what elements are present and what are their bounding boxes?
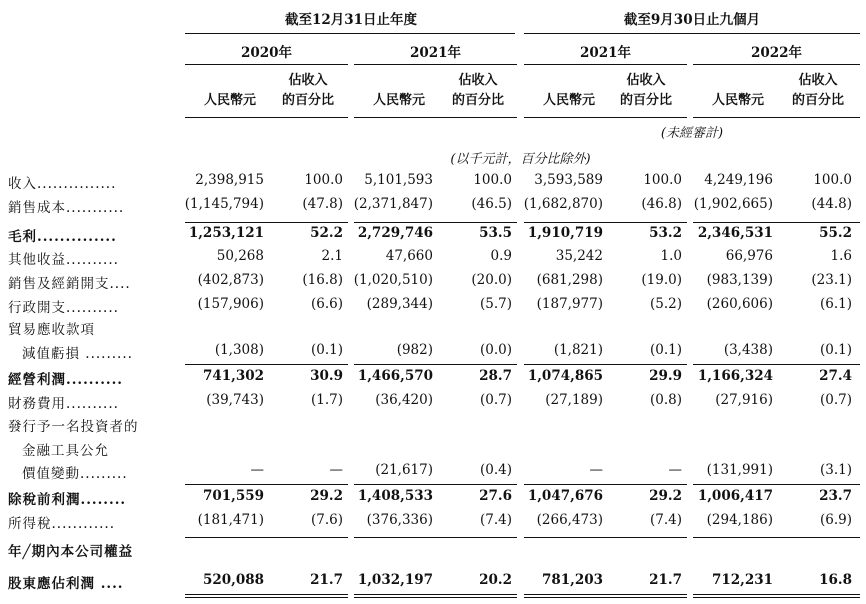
amount-cell: (1,145,794) [184,196,264,212]
subtotal-rule [524,222,687,223]
percent-cell: (16.8) [302,272,343,288]
percent-cell: 29.9 [649,368,682,384]
percent-cell: 16.8 [819,572,852,588]
year-2022-nine-months: 2022年 [750,45,803,61]
amount-cell: 1,408,533 [357,488,433,504]
row-label: 銷售及經銷開支.... [8,276,131,292]
col-amount-header: 人民幣元 [203,93,256,108]
row-label-line: 金融工具公允 [22,443,109,459]
total-double-rule [185,597,348,598]
amount-cell: 1,006,417 [697,488,773,504]
amount-cell: (376,336) [366,512,433,528]
percent-cell: (5.2) [649,296,682,312]
percent-cell: (47.8) [302,196,343,212]
subtotal-rule [354,364,517,365]
amount-cell: (27,189) [545,392,603,408]
col-pct-header: 佔收入 的百分比 [791,73,844,108]
year-rule [354,64,517,65]
amount-cell: (3,438) [723,342,773,358]
percent-cell: 2.1 [321,248,343,264]
row-label: 價值變動......... [22,466,128,482]
percent-cell: (0.1) [649,342,682,358]
percent-cell: 53.5 [479,225,512,241]
subtotal-rule [693,484,860,485]
percent-cell: (6.6) [310,296,343,312]
percent-cell: (6.9) [819,512,852,528]
row-label-line: 貿易應收款項 [8,322,95,338]
row-label-line: 年╱期內本公司權益 [8,544,134,560]
amount-cell: (131,991) [706,462,773,478]
subtotal-rule [693,364,860,365]
percent-cell: — [668,462,682,478]
subheader-rule [185,117,348,118]
subtotal-rule [524,364,687,365]
col-pct-header: 佔收入 的百分比 [281,73,334,108]
percent-cell: 0.9 [490,248,512,264]
year-2020: 2020年 [240,45,293,61]
percent-cell: 1.6 [830,248,852,264]
header-group-nine-months: 截至9月30日止九個月 [623,12,761,28]
percent-cell: (7.6) [310,512,343,528]
amount-cell: (1,682,870) [523,196,603,212]
percent-cell: (0.8) [649,392,682,408]
col-amount-header: 人民幣元 [372,93,425,108]
amount-cell: (21,617) [375,462,433,478]
percent-cell: 100.0 [813,172,852,188]
amount-cell: 1,074,865 [527,368,603,384]
subtotal-rule [266,222,348,223]
col-pct-header: 佔收入 的百分比 [619,73,672,108]
amount-cell: 712,231 [711,572,773,588]
percent-cell: (19.0) [641,272,682,288]
amount-cell: (260,606) [706,296,773,312]
amount-cell: (681,298) [536,272,603,288]
row-label: 其他收益.......... [8,252,119,268]
row-label: 除稅前利潤........ [8,492,127,508]
percent-cell: (23.1) [811,272,852,288]
total-double-rule [524,594,687,595]
total-double-rule [524,597,687,598]
amount-cell: 2,729,746 [357,225,433,241]
unaudited-note: (未經審計) [660,126,724,141]
total-double-rule [693,594,860,595]
col-amount-header: 人民幣元 [711,93,764,108]
subtotal-rule [354,484,517,485]
amount-cell: (1,821) [553,342,603,358]
percent-cell: (0.7) [479,392,512,408]
amount-cell: 1,253,121 [188,225,264,241]
subheader-rule [524,117,687,118]
amount-cell: (27,916) [715,392,773,408]
subtotal-rule [185,537,348,538]
subtotal-rule [524,484,687,485]
amount-cell: (2,371,847) [353,196,433,212]
year-rule [185,64,348,65]
header-rule [524,33,860,34]
amount-cell: 520,088 [202,572,264,588]
row-label: 所得稅............ [8,516,115,532]
percent-cell: (3.1) [819,462,852,478]
amount-cell: (187,977) [536,296,603,312]
header-rule [185,33,515,34]
amount-cell: 701,559 [202,488,264,504]
amount-cell: 3,593,589 [534,172,603,188]
row-label: 行政開支.......... [8,300,119,316]
percent-cell: (46.8) [641,196,682,212]
amount-cell: 741,302 [202,368,264,384]
percent-cell: 55.2 [819,225,852,241]
amount-cell: (1,308) [214,342,264,358]
percent-cell: 29.2 [649,488,682,504]
total-double-rule [693,597,860,598]
percent-cell: 27.4 [819,368,852,384]
amount-cell: (36,420) [375,392,433,408]
row-label-line: 發行予一名投資者的 [8,419,139,435]
units-note: (以千元計，百分比除外) [450,152,591,167]
row-label: 減值虧損 ......... [22,346,133,362]
percent-cell: 27.6 [479,488,512,504]
row-label: 經營利潤.......... [8,372,123,388]
total-double-rule [354,594,517,595]
amount-cell: (983,139) [706,272,773,288]
amount-cell: (294,186) [706,512,773,528]
row-label: 收入............... [8,176,117,192]
subheader-rule [693,117,860,118]
year-rule [693,64,860,65]
amount-cell: 1,032,197 [357,572,433,588]
amount-cell: 781,203 [541,572,603,588]
percent-cell: 21.7 [649,572,682,588]
col-pct-header: 佔收入 的百分比 [451,73,504,108]
amount-cell: (1,020,510) [353,272,433,288]
subtotal-rule [693,222,860,223]
amount-cell: 1,466,570 [357,368,433,384]
amount-cell: (157,906) [197,296,264,312]
amount-cell: (402,873) [197,272,264,288]
percent-cell: (1.7) [310,392,343,408]
percent-cell: (7.4) [479,512,512,528]
amount-cell: (982) [396,342,433,358]
percent-cell: 100.0 [643,172,682,188]
row-label: 股東應佔利潤 .... [8,576,124,592]
percent-cell: (5.7) [479,296,512,312]
amount-cell: (39,743) [206,392,264,408]
amount-cell: 1,910,719 [527,225,603,241]
year-2021-nine-months: 2021年 [579,45,632,61]
percent-cell: (0.1) [310,342,343,358]
percent-cell: 1.0 [660,248,682,264]
amount-cell: (181,471) [197,512,264,528]
total-double-rule [354,597,517,598]
amount-cell: (266,473) [536,512,603,528]
percent-cell: (0.7) [819,392,852,408]
amount-cell: 2,398,915 [195,172,264,188]
percent-cell: 20.2 [479,572,512,588]
total-double-rule [185,594,348,595]
percent-cell: 21.7 [310,572,343,588]
percent-cell: 28.7 [479,368,512,384]
amount-cell: (1,902,665) [693,196,773,212]
percent-cell: 29.2 [310,488,343,504]
subtotal-rule [354,537,517,538]
amount-cell: 1,166,324 [697,368,773,384]
row-label: 毛利.............. [8,229,117,245]
col-amount-header: 人民幣元 [542,93,595,108]
percent-cell: (46.5) [471,196,512,212]
percent-cell: 53.2 [649,225,682,241]
amount-cell: 35,242 [555,248,603,264]
subtotal-rule [693,537,860,538]
percent-cell: (0.1) [819,342,852,358]
amount-cell: 2,346,531 [697,225,773,241]
percent-cell: 52.2 [310,225,343,241]
percent-cell: (20.0) [471,272,512,288]
percent-cell: (7.4) [649,512,682,528]
percent-cell: (44.8) [811,196,852,212]
year-rule [524,64,687,65]
percent-cell: (0.0) [479,342,512,358]
subtotal-rule [185,364,348,365]
subtotal-rule [524,537,687,538]
amount-cell: 66,976 [725,248,773,264]
percent-cell: — [329,462,343,478]
percent-cell: 100.0 [473,172,512,188]
row-label: 銷售成本........... [8,200,125,216]
percent-cell: 100.0 [304,172,343,188]
amount-cell: 47,660 [385,248,433,264]
amount-cell: 5,101,593 [364,172,433,188]
subtotal-rule [354,222,517,223]
percent-cell: 30.9 [310,368,343,384]
year-2021: 2021年 [409,45,462,61]
amount-cell: 50,268 [216,248,264,264]
amount-cell: 1,047,676 [527,488,603,504]
subtotal-rule [185,484,348,485]
percent-cell: (6.1) [819,296,852,312]
amount-cell: — [250,462,264,478]
percent-cell: 23.7 [819,488,852,504]
percent-cell: (0.4) [479,462,512,478]
subheader-rule [354,117,517,118]
amount-cell: 4,249,196 [704,172,773,188]
row-label: 財務費用.......... [8,396,119,412]
header-group-annual: 截至12月31日止年度 [284,12,418,28]
amount-cell: (289,344) [366,296,433,312]
amount-cell: — [589,462,603,478]
